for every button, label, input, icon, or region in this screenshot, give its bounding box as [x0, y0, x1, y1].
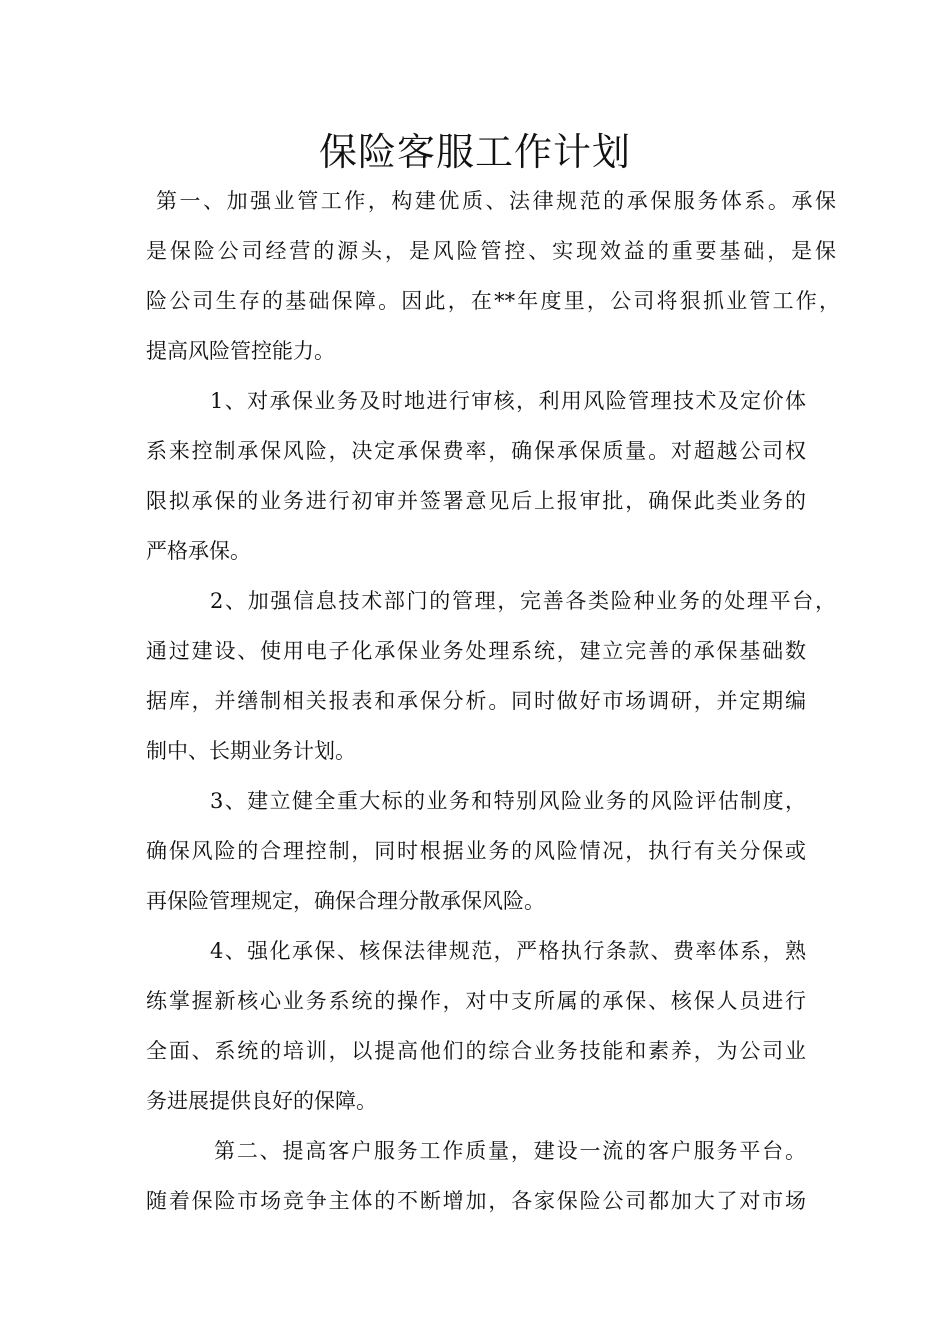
paragraph-line: 务进展提供良好的保障。 [146, 1089, 377, 1113]
paragraph-line: 全面、系统的培训，以提高他们的综合业务技能和素养，为公司业 [146, 1039, 806, 1063]
paragraph-line: 通过建设、使用电子化承保业务处理系统，建立完善的承保基础数 [146, 639, 806, 663]
paragraph-line: 确保风险的合理控制，同时根据业务的风险情况，执行有关分保或 [146, 839, 806, 863]
paragraph-line: 随着保险市场竞争主体的不断增加，各家保险公司都加大了对市场 [146, 1189, 806, 1213]
paragraph-line: 严格承保。 [146, 539, 251, 563]
paragraph-line: 2、加强信息技术部门的管理，完善各类险种业务的处理平台， [210, 589, 836, 613]
paragraph-line: 3、建立健全重大标的业务和特别风险业务的风险评估制度， [210, 789, 806, 813]
paragraph-line: 再保险管理规定，确保合理分散承保风险。 [146, 889, 545, 913]
paragraph-line: 据库，并缮制相关报表和承保分析。同时做好市场调研，并定期编 [146, 689, 806, 713]
paragraph-line: 第二、提高客户服务工作质量，建设一流的客户服务平台。 [214, 1139, 806, 1163]
paragraph-line: 4、强化承保、核保法律规范，严格执行条款、费率体系，熟 [210, 939, 806, 963]
paragraph-line: 限拟承保的业务进行初审并签署意见后上报审批，确保此类业务的 [146, 489, 806, 513]
paragraph-line: 险公司生存的基础保障。因此，在**年度里，公司将狠抓业管工作， [146, 289, 840, 313]
paragraph-line: 制中、长期业务计划。 [146, 739, 356, 763]
paragraph-line: 提高风险管控能力。 [146, 339, 335, 363]
paragraph-line: 练掌握新核心业务系统的操作，对中支所属的承保、核保人员进行 [146, 989, 806, 1013]
paragraph-line: 第一、加强业管工作，构建优质、法律规范的承保服务体系。承保 [156, 189, 836, 213]
paragraph-line: 系来控制承保风险，决定承保费率，确保承保质量。对超越公司权 [146, 439, 806, 463]
paragraph-line: 是保险公司经营的源头，是风险管控、实现效益的重要基础，是保 [146, 239, 836, 263]
document-title: 保险客服工作计划 [318, 130, 631, 174]
paragraph-line: 1、对承保业务及时地进行审核，利用风险管理技术及定价体 [210, 389, 806, 413]
